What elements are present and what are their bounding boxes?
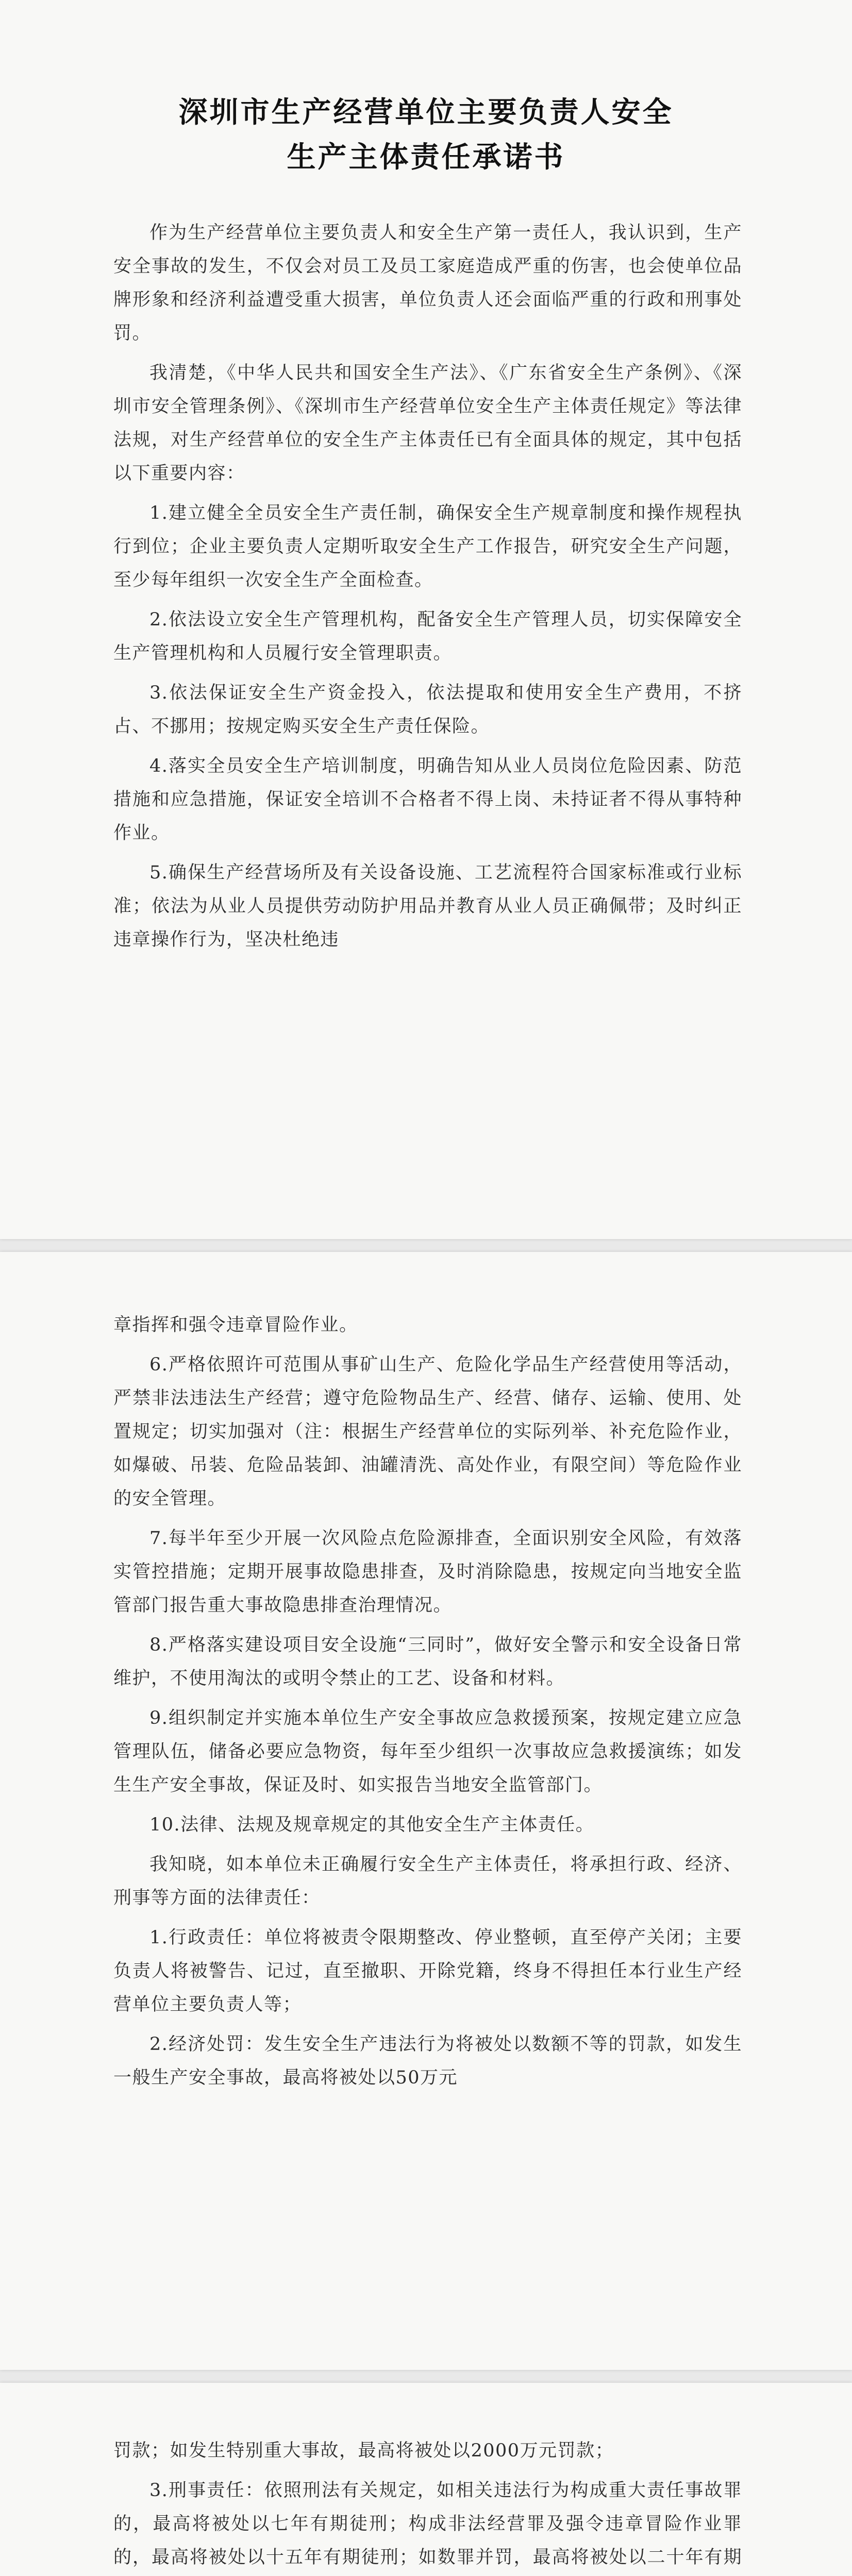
paragraph-item-10: 10.法律、法规及规章规定的其他安全生产主体责任。 — [149, 1815, 595, 1835]
paragraph-liability-economic-cont: 罚款；如发生特别重大事故，最高将被处以2000万元罚款； — [113, 2441, 614, 2461]
paragraph-item-3: 3.依法保证安全生产资金投入，依法提取和使用安全生产费用，不挤占、不挪用；按规定购买安全生产责任保险。 — [113, 683, 742, 737]
paragraph-item-8: 8.严格落实建设项目安全设施“三同时”，做好安全警示和安全设备日常维护，不使用淘汰的或明令禁止的工艺、设备和材料。 — [113, 1635, 742, 1689]
document-title-line-1: 深圳市生产经营单位主要负责人安全 — [178, 95, 674, 129]
paragraph-liability-economic: 2.经济处罚：发生安全生产违法行为将被处以数额不等的罚款，如发生一般生产安全事故，最高将被处以50万元 — [113, 2034, 742, 2088]
paragraph-item-7: 7.每半年至少开展一次风险点危险源排查，全面识别安全风险，有效落实管控措施；定期开展事故隐患排查，及时消除隐患，按规定向当地安全监管部门报告重大事故隐患排查治理情况。 — [113, 1528, 742, 1616]
page-2-body — [113, 1309, 742, 2101]
paragraph-liability-criminal: 3.刑事责任：依照刑法有关规定，如相关违法行为构成重大责任事故罪的，最高将被处以七年有期徒刑；构成非法经营罪及强令违章冒险作业罪的，最高将被处以十五年有期徒刑；如数罪并罚，最高将被处以二十年有期 — [113, 2480, 742, 2568]
paragraph-item-4: 4.落实全员安全生产培训制度，明确告知从业人员岗位危险因素、防范措施和应急措施，保证安全培训不合格者不得上岗、未持证者不得从事特种作业。 — [113, 756, 742, 843]
paragraph-item-1: 1.建立健全全员安全生产责任制，确保安全生产规章制度和操作规程执行到位；企业主要负责人定期听取安全生产工作报告，研究安全生产问题，至少每年组织一次安全生产全面检查。 — [113, 503, 742, 590]
paragraph-item-2: 2.依法设立安全生产管理机构，配备安全生产管理人员，切实保障安全生产管理机构和人员履行安全管理职责。 — [113, 609, 742, 664]
page-1-body — [113, 216, 742, 963]
paragraph-intro: 作为生产经营单位主要负责人和安全生产第一责任人，我认识到，生产安全事故的发生，不仅会对员工及员工家庭造成严重的伤害，也会使单位品牌形象和经济利益遭受重大损害，单位负责人还会面临严重的行政和刑事处罚。 — [113, 223, 742, 344]
paragraph-item-9: 9.组织制定并实施本单位生产安全事故应急救援预案，按规定建立应急管理队伍，储备必要应急物资，每年至少组织一次事故应急救援演练；如发生生产安全事故，保证及时、如实报告当地安全监管部门。 — [113, 1708, 742, 1795]
paragraph-item-5: 5.确保生产经营场所及有关设备设施、工艺流程符合国家标准或行业标准；依法为从业人员提供劳动防护用品并教育从业人员正确佩带；及时纠正违章操作行为，坚决杜绝违 — [113, 862, 742, 950]
document-page-2 — [0, 1252, 852, 2370]
paragraph-liability-admin: 1.行政责任：单位将被责令限期整改、停业整顿，直至停产关闭；主要负责人将被警告、记过，直至撤职、开除党籍，终身不得担任本行业生产经营单位主要负责人等； — [113, 1927, 742, 2015]
document-title-line-2: 生产主体责任承诺书 — [287, 140, 565, 174]
paragraph-item-6: 6.严格依照许可范围从事矿山生产、危险化学品生产经营使用等活动，严禁非法违法生产经营；遵守危险物品生产、经营、储存、运输、使用、处置规定；切实加强对（注：根据生产经营单位的实际列举、补充危险作业，如爆破、吊装、危险品装卸、油罐清洗、高处作业，有限空间）等危险作业的安全管理。 — [113, 1354, 742, 1509]
document-page-3 — [0, 2383, 852, 2576]
paragraph-liability-intro: 我知晓，如本单位未正确履行安全生产主体责任，将承担行政、经济、刑事等方面的法律责任： — [113, 1854, 742, 1908]
document-page-1 — [0, 0, 852, 1239]
paragraph-item-5-cont: 章指挥和强令违章冒险作业。 — [113, 1315, 358, 1335]
paragraph-laws: 我清楚，《中华人民共和国安全生产法》、《广东省安全生产条例》、《深圳市安全管理条例》、《深圳市生产经营单位安全生产主体责任规定》等法律法规，对生产经营单位的安全生产主体责任已有全面具体的规定，其中包括以下重要内容： — [113, 363, 742, 484]
page-3-body — [113, 2434, 742, 2576]
